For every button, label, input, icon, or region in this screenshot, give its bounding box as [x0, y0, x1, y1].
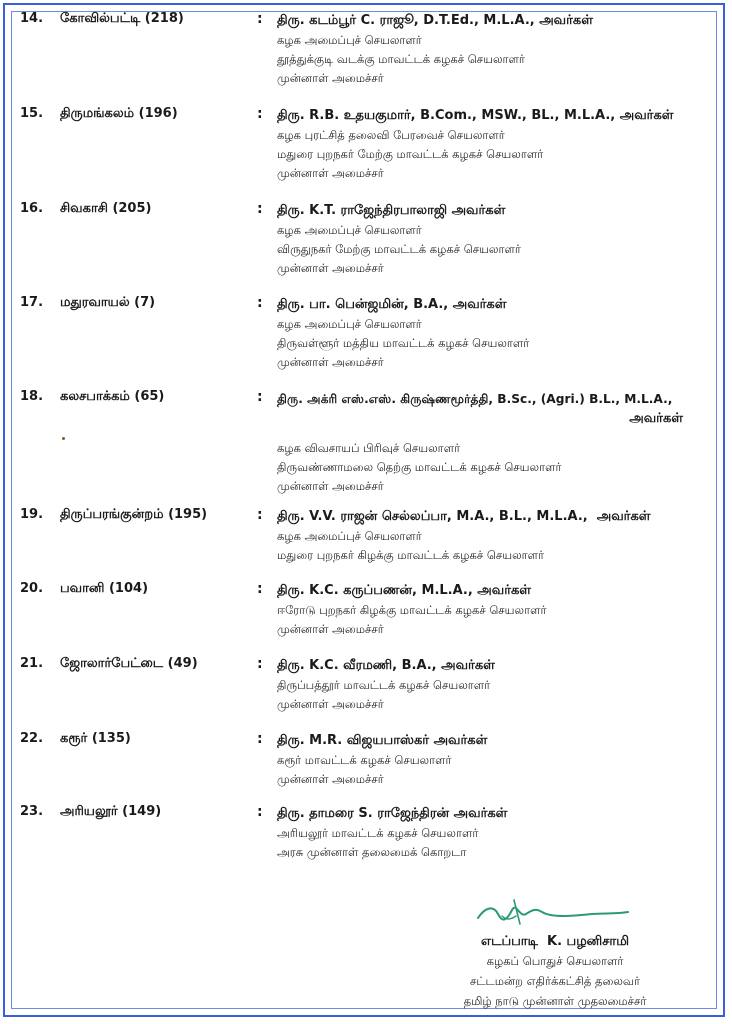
member-name: திரு. K.T. ராஜேந்திரபாலாஜி அவர்கள் — [277, 203, 506, 218]
member-name: திரு. K.C. கருப்பணன், M.L.A., அவர்கள் — [277, 583, 532, 598]
role-line: முன்னாள் அமைச்சர் — [277, 622, 384, 636]
role-line: கரூர் மாவட்டக் கழகச் செயலாளர் — [277, 753, 452, 767]
member-details — [277, 295, 723, 372]
role-line: கழக அமைப்புச் செயலாளர் — [277, 529, 422, 543]
role-line: அரியலூர் மாவட்டக் கழகச் செயலாளர் — [277, 826, 479, 840]
role-line: மதுரை புறநகர் மேற்கு மாவட்டக் கழகச் செயலாளர் — [277, 147, 544, 161]
member-details — [277, 11, 723, 88]
separator-colon: : — [257, 106, 263, 122]
role-line: திருவள்ளூர் மத்திய மாவட்டக் கழகச் செயலாளர் — [277, 336, 530, 350]
member-name: திரு. M.R. விஜயபாஸ்கர் அவர்கள் — [277, 733, 488, 748]
entry-number: 20. — [20, 581, 44, 596]
role-line: முன்னாள் அமைச்சர் — [277, 355, 384, 369]
role-line: விருதுநகர் மேற்கு மாவட்டக் கழகச் செயலாளர் — [277, 242, 521, 256]
constituency: சிவகாசி (205) — [60, 201, 152, 216]
entry-number: 23. — [20, 804, 44, 819]
separator-colon: : — [257, 11, 263, 27]
member-details — [277, 106, 723, 183]
role-line: திருப்பத்தூர் மாவட்டக் கழகச் செயலாளர் — [277, 678, 491, 692]
role-line: முன்னாள் அமைச்சர் — [277, 697, 384, 711]
role-line: திருவண்ணாமலை தெற்கு மாவட்டக் கழகச் செயலாளர் — [277, 460, 562, 474]
constituency: ஜோலார்பேட்டை (49) — [60, 656, 198, 671]
role-line: தூத்துக்குடி வடக்கு மாவட்டக் கழகச் செயலாளர் — [277, 52, 525, 66]
member-name: திரு. அக்ரி எஸ்.எஸ். கிருஷ்ணமூர்த்தி, B.Sc., (Agri.) B.L., M.L.A., — [277, 392, 673, 406]
separator-colon: : — [257, 295, 263, 311]
constituency: பவானி (104) — [60, 581, 149, 596]
role-line: முன்னாள் அமைச்சர் — [277, 772, 384, 786]
member-name-continued: அவர்கள் — [629, 411, 683, 426]
separator-colon: : — [257, 201, 263, 217]
member-name: திரு. R.B. உதயகுமார், B.Com., MSW., BL., M.L.A., அவர்கள் — [277, 108, 674, 123]
role-line: முன்னாள் அமைச்சர் — [277, 479, 384, 493]
separator-colon: : — [257, 804, 263, 820]
constituency: திருப்பரங்குன்றம் (195) — [60, 507, 208, 522]
signatory-name: எடப்பாடி K. பழனிசாமி — [480, 934, 630, 949]
member-details — [277, 804, 723, 862]
separator-colon: : — [257, 389, 263, 405]
entry-number: 18. — [20, 389, 44, 404]
role-line: கழக அமைப்புச் செயலாளர் — [277, 223, 422, 237]
separator-colon: : — [257, 507, 263, 523]
member-name: திரு. கடம்பூர் C. ராஜூ, D.T.Ed., M.L.A., அவர்கள் — [277, 13, 593, 28]
entry-number: 19. — [20, 507, 44, 522]
constituency: கலசபாக்கம் (65) — [60, 389, 165, 404]
handwritten-signature — [472, 896, 632, 930]
role-line: மதுரை புறநகர் கிழக்கு மாவட்டக் கழகச் செயலாளர் — [277, 548, 545, 562]
member-name: திரு. தாமரை S. ராஜேந்திரன் அவர்கள் — [277, 806, 508, 821]
constituency: மதுரவாயல் (7) — [60, 295, 156, 310]
member-details — [277, 507, 723, 565]
constituency: கரூர் (135) — [60, 731, 131, 746]
role-line: கழக விவசாயப் பிரிவுச் செயலாளர் — [277, 441, 461, 455]
role-line: அரசு முன்னாள் தலைமைக் கொறடா — [277, 845, 467, 859]
signatory-title: கழகப் பொதுச் செயலாளர் — [486, 954, 624, 968]
member-name: திரு. V.V. ராஜன் செல்லப்பா, M.A., B.L., M.L.A., அவர்கள் — [277, 509, 651, 524]
role-line: கழக அமைப்புச் செயலாளர் — [277, 33, 422, 47]
constituency: அரியலூர் (149) — [60, 804, 162, 819]
role-line: கழக அமைப்புச் செயலாளர் — [277, 317, 422, 331]
constituency: திருமங்கலம் (196) — [60, 106, 178, 121]
member-details — [277, 731, 723, 789]
entry-number: 16. — [20, 201, 44, 216]
signatory-title: சட்டமன்ற எதிர்க்கட்சித் தலைவர் — [470, 974, 640, 988]
entry-number: 14. — [20, 11, 44, 26]
separator-colon: : — [257, 731, 263, 747]
signatory-title: தமிழ் நாடு முன்னாள் முதலமைச்சர் — [463, 994, 647, 1008]
role-line: முன்னாள் அமைச்சர் — [277, 166, 384, 180]
role-line: ஈரோடு புறநகர் கிழக்கு மாவட்டக் கழகச் செயலாளர் — [277, 603, 547, 617]
entry-number: 17. — [20, 295, 44, 310]
ink-speck — [62, 437, 65, 440]
member-details — [277, 656, 723, 714]
entry-number: 21. — [20, 656, 44, 671]
member-details — [277, 389, 723, 496]
role-line: கழக புரட்சித் தலைவி பேரவைச் செயலாளர் — [277, 128, 505, 142]
separator-colon: : — [257, 656, 263, 672]
member-name: திரு. பா. பென்ஜமின், B.A., அவர்கள் — [277, 297, 507, 312]
spacer — [277, 429, 723, 439]
member-details — [277, 201, 723, 278]
entry-number: 22. — [20, 731, 44, 746]
role-line: முன்னாள் அமைச்சர் — [277, 71, 384, 85]
member-name: திரு. K.C. வீரமணி, B.A., அவர்கள் — [277, 658, 495, 673]
member-details — [277, 581, 723, 639]
entry-number: 15. — [20, 106, 44, 121]
constituency: கோவில்பட்டி (218) — [60, 11, 184, 26]
role-line: முன்னாள் அமைச்சர் — [277, 261, 384, 275]
separator-colon: : — [257, 581, 263, 597]
